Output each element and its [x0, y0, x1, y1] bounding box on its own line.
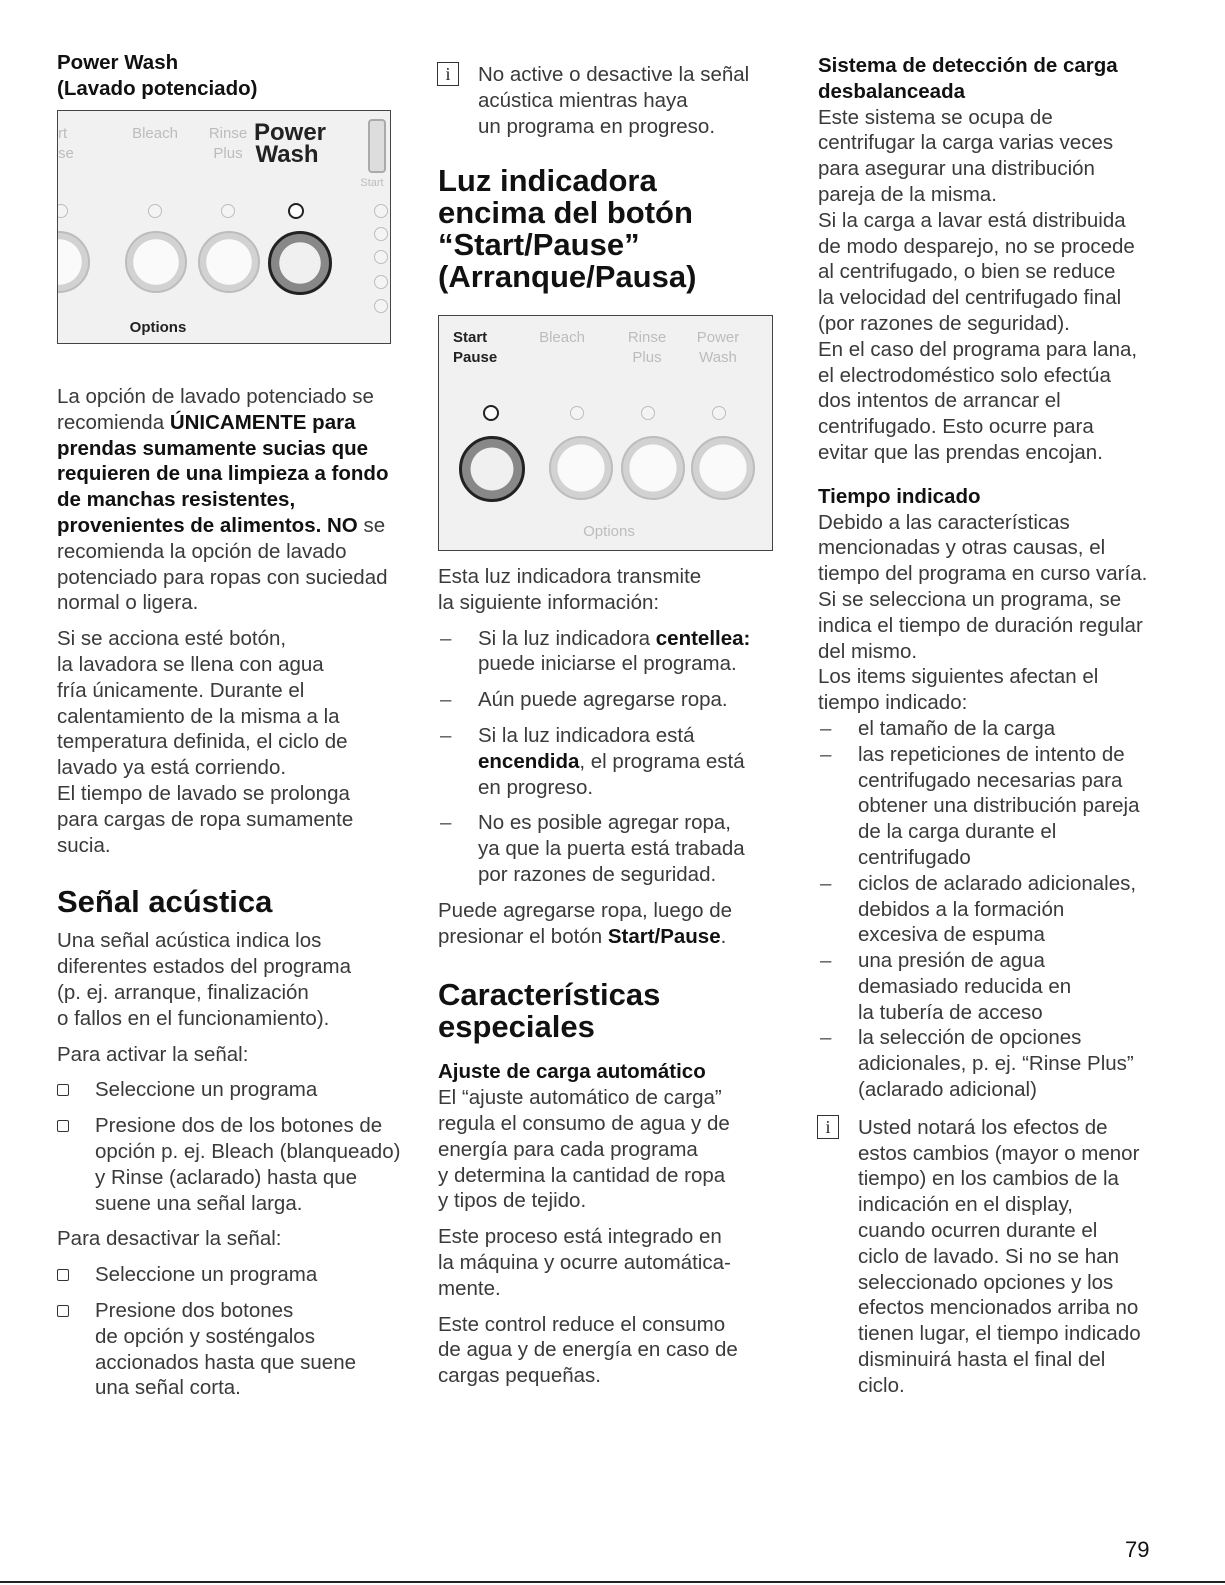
text-line: centrifugado necesarias para — [858, 768, 1123, 792]
paragraph-control — [438, 1312, 783, 1389]
text-line: para cargas de ropa sumamente — [57, 807, 354, 831]
dash-bullet: – — [440, 688, 452, 712]
text-line: centrifugado — [858, 845, 971, 869]
heading-luz-indicadora — [438, 165, 783, 293]
bottom-rule — [0, 1581, 1225, 1583]
led-indicator — [712, 406, 726, 420]
dash-bullet: – — [440, 811, 452, 835]
dash-bullet: – — [820, 949, 832, 973]
text-line: demasiado reducida en — [858, 974, 1072, 998]
list-item — [438, 626, 783, 678]
checkbox-square-icon — [57, 1084, 69, 1096]
led-indicator — [641, 406, 655, 420]
text-line: obtener una distribución pareja — [858, 794, 1140, 818]
text-normal: La opción de lavado potenciado se recomienda — [57, 385, 374, 434]
list-item-text: Seleccione un programa — [95, 1078, 318, 1102]
panel-label-bleach: Bleach — [132, 125, 178, 142]
option-knob — [125, 231, 187, 293]
factors-list — [818, 716, 1163, 1103]
heading-line: especiales — [438, 1009, 595, 1045]
paragraph-ajuste — [438, 1085, 783, 1214]
text-line: una señal corta. — [95, 1376, 241, 1400]
list-item — [57, 1077, 402, 1103]
panel-label-pause: se — [58, 145, 74, 162]
text-bold: Start/Pause — [607, 924, 721, 948]
led-indicator — [374, 250, 388, 264]
option-knob — [691, 436, 755, 500]
text-line: ciclos de aclarado adicionales, — [858, 871, 1137, 895]
text-line: Si se acciona esté botón, — [57, 627, 287, 651]
text-line: temperatura definida, el ciclo de — [57, 730, 348, 754]
text-line: del mismo. — [818, 639, 918, 663]
text-line: Una señal acústica indica los — [57, 929, 322, 953]
intro — [438, 564, 783, 616]
text-line: Presione dos botones — [95, 1298, 294, 1322]
list-item — [57, 1298, 402, 1401]
text-line: evitar que las prendas encojan. — [818, 440, 1103, 464]
text-line: y determina la cantidad de ropa — [438, 1163, 726, 1187]
led-indicator — [374, 204, 388, 218]
text-line: la velocidad del centrifugado final — [818, 286, 1122, 310]
panel-label-rinse: Rinse — [208, 125, 248, 142]
text-line: pareja de la misma. — [818, 182, 997, 206]
info-icon: i — [437, 62, 459, 86]
text-line: energía para cada programa — [438, 1137, 698, 1161]
text-line: centrifugado. Esto ocurre para — [818, 415, 1094, 439]
heading-line: (Arranque/Pausa) — [438, 259, 697, 295]
text-line: seleccionado opciones y los — [858, 1270, 1114, 1294]
text-bold: centellea: — [655, 626, 751, 650]
text-line: desbalanceada — [818, 79, 965, 103]
text-line: efectos mencionados arriba no — [858, 1296, 1139, 1320]
panel-label-start: Start — [453, 329, 488, 346]
paragraph-sistema — [818, 105, 1163, 466]
text-line: Si la luz indicadora está — [478, 723, 695, 747]
text-line: tiempo indicado: — [818, 691, 968, 715]
text-line: indica el tiempo de duración regular — [818, 613, 1143, 637]
paragraph-senal — [57, 928, 402, 1031]
dash-bullet: – — [440, 626, 452, 650]
text-line: disminuirá hasta el final del — [858, 1348, 1106, 1372]
column-1-body — [57, 384, 402, 1411]
text-line: acústica mientras haya — [478, 88, 688, 112]
paragraph-add-clothes — [438, 898, 783, 950]
heading-senal-acustica: Señal acústica — [57, 884, 273, 920]
column-1 — [57, 50, 402, 102]
text-line: El “ajuste automático de carga” — [438, 1086, 722, 1110]
text-line: o fallos en el funcionamiento). — [57, 1006, 330, 1030]
power-wash-panel-figure — [57, 110, 391, 344]
text-line: Debido a las características — [818, 510, 1070, 534]
text-normal: Si la luz indicadora — [478, 626, 656, 650]
heading-line: Luz indicadora — [438, 163, 657, 199]
column-3 — [818, 53, 1163, 1399]
text-line: para asegurar una distribución — [818, 157, 1095, 181]
deactivate-steps — [57, 1262, 402, 1401]
text-line: cargas pequeñas. — [438, 1364, 601, 1388]
led-indicator — [148, 204, 162, 218]
paragraph-power-wash-2 — [57, 626, 402, 858]
text-line: excesiva de espuma — [858, 923, 1045, 947]
led-indicator — [570, 406, 584, 420]
deactivate-label: Para desactivar la señal: — [57, 1227, 282, 1251]
text-line: indicación en el display, — [858, 1193, 1073, 1217]
option-knob — [198, 231, 260, 293]
led-indicator — [374, 299, 388, 313]
text-line: diferentes estados del programa — [57, 955, 352, 979]
text-line: puede iniciarse el programa. — [478, 652, 737, 676]
page-number: 79 — [1125, 1537, 1150, 1562]
title-line: Power Wash — [57, 51, 179, 74]
text-normal: . — [720, 924, 727, 948]
list-item-text: Aún puede agregarse ropa. — [478, 688, 728, 712]
subheading-ajuste: Ajuste de carga automático — [438, 1060, 706, 1084]
panel-label-rinse: Rinse — [627, 329, 667, 346]
panel-label-power: Power — [254, 119, 327, 146]
text-line: de la carga durante el — [858, 820, 1057, 844]
text-line: lavado ya está corriendo. — [57, 756, 287, 780]
display-window — [368, 119, 386, 173]
text-line: tiempo del programa en curso varía. — [818, 562, 1148, 586]
info-note-time — [818, 1115, 1163, 1399]
text-line: ciclo de lavado. Si no se han — [858, 1244, 1119, 1268]
paragraph-tiempo — [818, 510, 1163, 716]
led-indicator-active — [483, 405, 499, 421]
text-line: Usted notará los efectos de — [858, 1115, 1108, 1139]
checkbox-square-icon — [57, 1120, 69, 1132]
text-line: dos intentos de arrancar el — [818, 389, 1061, 413]
dash-bullet: – — [820, 742, 832, 766]
list-item-text: el tamaño de la carga — [858, 716, 1056, 740]
dash-bullet: – — [820, 1026, 832, 1050]
text-line: tiempo) en los cambios de la — [858, 1167, 1119, 1191]
text-line: fría únicamente. Durante el — [57, 678, 305, 702]
panel-label-start: rt — [58, 125, 68, 142]
activate-label: Para activar la señal: — [57, 1042, 249, 1066]
text-line: las repeticiones de intento de — [858, 742, 1125, 766]
text-line: Sistema de detección de carga — [818, 54, 1118, 77]
title-line: (Lavado potenciado) — [57, 76, 258, 100]
heading-line: “Start/Pause” — [438, 227, 640, 263]
text-line: El tiempo de lavado se prolonga — [57, 781, 350, 805]
text-line: y tipos de tejido. — [438, 1189, 587, 1213]
dash-bullet: – — [440, 723, 452, 747]
text-line: por razones de seguridad. — [478, 862, 717, 886]
dash-bullet: – — [820, 871, 832, 895]
text-bold: encendida — [478, 749, 580, 773]
panel-label-wash: Wash — [699, 349, 737, 366]
heading-line: Características — [438, 977, 661, 1013]
power-wash-title — [57, 50, 402, 102]
list-item — [438, 723, 783, 800]
text-line: la selección de opciones — [858, 1026, 1082, 1050]
text-line: adicionales, p. ej. “Rinse Plus” — [858, 1052, 1134, 1076]
panel-label-options: Options — [583, 523, 635, 540]
led-indicator — [221, 204, 235, 218]
text-line: centrifugar la carga varias veces — [818, 131, 1114, 155]
heading-line: encima del botón — [438, 195, 693, 231]
paragraph-proceso — [438, 1224, 783, 1301]
option-knob — [549, 436, 613, 500]
info-note — [438, 62, 783, 139]
list-item-text: Presione dos de los botones de opción p. ej. Bleach (blanqueado) y Rinse (aclarado) hasta que suene una señal larga. — [95, 1114, 401, 1215]
text-line: En el caso del programa para lana, — [818, 337, 1138, 361]
text-line: tienen lugar, el tiempo indicado — [858, 1322, 1141, 1346]
text-line: ciclo. — [858, 1373, 905, 1397]
info-icon: i — [817, 1115, 839, 1139]
text-line: en progreso. — [478, 775, 594, 799]
text-line: Este proceso está integrado en — [438, 1225, 722, 1249]
text-line: sucia. — [57, 833, 111, 857]
text-line: No active o desactive la señal — [478, 63, 750, 86]
subheading-tiempo: Tiempo indicado — [818, 484, 981, 508]
text-line: No es posible agregar ropa, — [478, 811, 731, 835]
heading-caracteristicas — [438, 979, 783, 1043]
text-normal: , el programa está — [579, 749, 745, 773]
led-indicator-active — [288, 203, 304, 219]
option-knob — [57, 231, 90, 293]
text-line: el electrodoméstico solo efectúa — [818, 363, 1111, 387]
text-line: debidos a la formación — [858, 897, 1065, 921]
text-line: estos cambios (mayor o menor — [858, 1141, 1140, 1165]
list-item — [57, 1262, 402, 1288]
list-item — [438, 687, 783, 713]
text-line: (p. ej. arranque, finalización — [57, 980, 309, 1004]
text-line: de agua y de energía en caso de — [438, 1338, 738, 1362]
text-line: de modo desparejo, no se procede — [818, 234, 1135, 258]
list-item — [818, 1025, 1163, 1102]
list-item — [438, 810, 783, 887]
option-knob — [621, 436, 685, 500]
panel-label-wash: Wash — [255, 141, 319, 168]
list-item-text: Seleccione un programa — [95, 1263, 318, 1287]
text-line: la lavadora se llena con agua — [57, 652, 324, 676]
start-pause-knob — [459, 436, 525, 502]
text-line: de opción y sosténgalos — [95, 1324, 315, 1348]
led-indicator — [57, 204, 68, 218]
checkbox-square-icon — [57, 1305, 69, 1317]
text-line: Puede agregarse ropa, luego de — [438, 898, 733, 922]
text-normal: presionar el botón — [438, 924, 608, 948]
text-line: mente. — [438, 1276, 501, 1300]
text-line: Si se selecciona un programa, se — [818, 587, 1122, 611]
led-indicator — [374, 227, 388, 241]
text-line: accionados hasta que suene — [95, 1350, 357, 1374]
column-2 — [438, 62, 783, 293]
text-line: cuando ocurren durante el — [858, 1219, 1098, 1243]
panel-label-start-right: Start — [360, 177, 384, 189]
subheading-sistema — [818, 53, 1163, 105]
panel-label-power: Power — [696, 329, 740, 346]
list-item — [818, 742, 1163, 871]
text-line: Esta luz indicadora transmite — [438, 565, 702, 588]
text-line: Si la carga a lavar está distribuida — [818, 208, 1126, 232]
dash-bullet: – — [820, 716, 832, 740]
text-line: Los items siguientes afectan el — [818, 665, 1099, 689]
text-line: Este control reduce el consumo — [438, 1312, 726, 1336]
text-line: Este sistema se ocupa de — [818, 105, 1053, 129]
column-2-body — [438, 564, 783, 1389]
start-pause-panel-figure — [438, 315, 773, 551]
text-line: calentamiento de la misma a la — [57, 704, 340, 728]
text-line: regula el consumo de agua y de — [438, 1111, 730, 1135]
text-line: (por razones de seguridad). — [818, 311, 1070, 335]
led-indicator — [374, 275, 388, 289]
text-line: la tubería de acceso — [858, 1000, 1043, 1024]
indicator-states — [438, 626, 783, 888]
text-line: al centrifugado, o bien se reduce — [818, 260, 1116, 284]
text-line: una presión de agua — [858, 949, 1045, 973]
panel-label-plus: Plus — [632, 349, 662, 366]
text-line: la siguiente información: — [438, 590, 660, 614]
text-line: (aclarado adicional) — [858, 1078, 1037, 1102]
panel-label-pause: Pause — [453, 349, 498, 366]
list-item — [818, 871, 1163, 948]
text-line: ya que la puerta está trabada — [478, 837, 745, 861]
panel-label-plus: Plus — [213, 145, 243, 162]
panel-label-options: Options — [129, 319, 187, 336]
paragraph-power-wash — [57, 384, 402, 616]
text-line: la máquina y ocurre automática- — [438, 1250, 731, 1274]
list-item — [818, 948, 1163, 1025]
list-item — [57, 1113, 402, 1216]
power-wash-knob — [268, 231, 332, 295]
text-normal: se recomienda la opción de lavado potenciado para ropas con suciedad normal o ligera. — [57, 513, 388, 615]
text-line: mencionadas y otras causas, el — [818, 536, 1106, 560]
list-item — [818, 716, 1163, 742]
text-bold: ÚNICAMENTE para prendas sumamente sucias que requieren de una limpieza a fondo de manchas resistentes, provenientes de alimentos. NO — [57, 410, 389, 537]
activate-steps — [57, 1077, 402, 1216]
panel-label-bleach: Bleach — [539, 329, 585, 346]
text-line: un programa en progreso. — [478, 114, 716, 138]
checkbox-square-icon — [57, 1269, 69, 1281]
